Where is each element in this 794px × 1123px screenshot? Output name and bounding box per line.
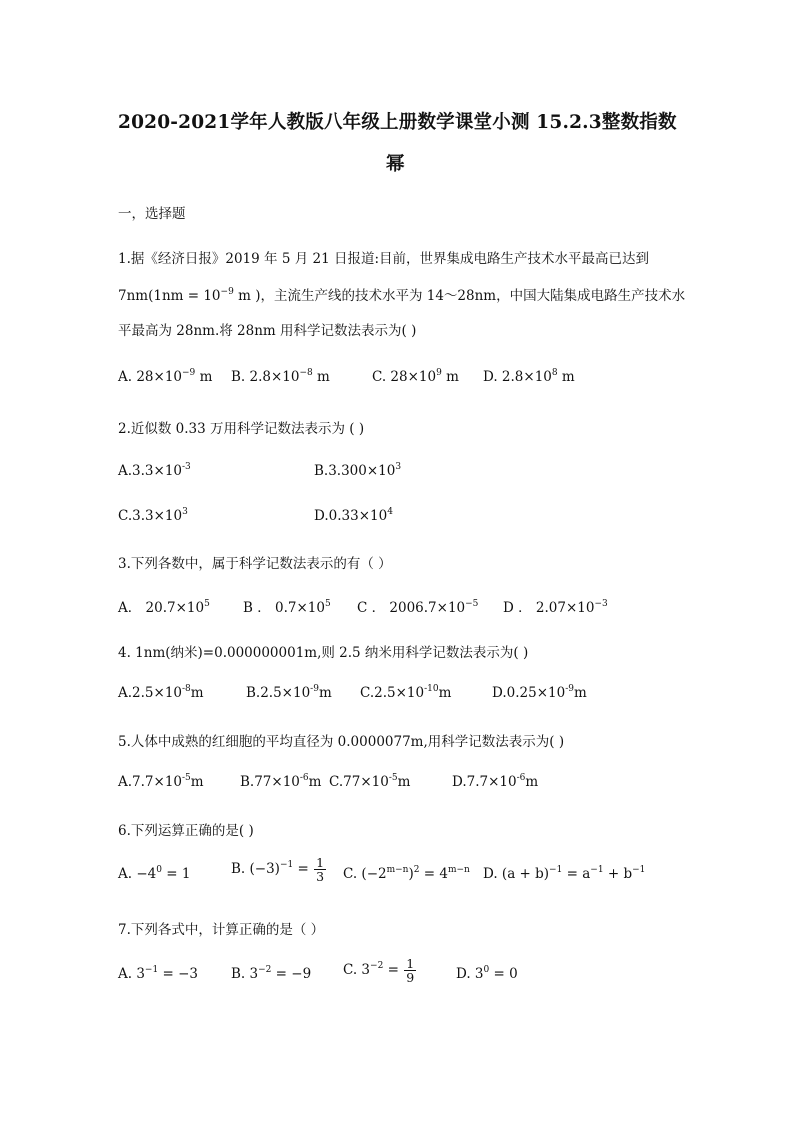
q1-option-b: B. $2.8\times 10^{-8}$ m bbox=[231, 368, 330, 385]
q4-stem: 4. 1nm(纳米)=0.000000001m,则 2.5 纳米用科学记数法表示为( ) bbox=[118, 645, 529, 661]
q1-stem-line1: 1.据《经济日报》2019 年 5 月 21 日报道:目前，世界集成电路生产技术水平最高已达到 bbox=[118, 251, 650, 267]
q4-option-c: $C.2.5\times 10^{-10}m$ bbox=[360, 684, 452, 701]
q2-option-b: $B.3.300\times 10^3$ bbox=[314, 462, 402, 479]
q3-option-b: B ． $0.7\times 10^5$ bbox=[243, 599, 331, 616]
q5-stem: 5.人体中成熟的红细胞的平均直径为 0.0000077m,用科学记数法表示为( ) bbox=[118, 734, 565, 750]
q5-option-a: $A.7.7\times 10^{-5}m$ bbox=[118, 773, 204, 790]
q7-stem: 7.下列各式中，计算正确的是（ ） bbox=[118, 922, 325, 938]
q3-option-a: A． $20.7\times 10^5$ bbox=[118, 599, 210, 616]
section-heading: 一，选择题 bbox=[118, 206, 186, 222]
q1-stem-line3: 平最高为 28nm.将 28nm 用科学记数法表示为( ) bbox=[118, 323, 417, 339]
q5-option-b: $B.77\times 10^{-6}m$ bbox=[240, 773, 322, 790]
q5-option-d: $D.7.7\times 10^{-6}m$ bbox=[452, 773, 539, 790]
q6-option-d: D. $(a + b)^{-1} = a^{-1} + b^{-1}$ bbox=[483, 865, 646, 882]
q2-stem: 2.近似数 0.33 万用科学记数法表示为 ( ) bbox=[118, 421, 365, 437]
q7-option-c-fraction: $\frac{1}{9}$ bbox=[406, 956, 415, 986]
q4-option-a: $A.2.5\times 10^{-8}m$ bbox=[118, 684, 204, 701]
q3-option-d: D ． $2.07\times 10^{-3}$ bbox=[503, 599, 608, 616]
q3-stem: 3.下列各数中，属于科学记数法表示的有（ ） bbox=[118, 556, 392, 572]
q6-option-c: C. $(-2^{m-n})^2 = 4^{m-n}$ bbox=[343, 865, 470, 882]
q4-option-d: $D.0.25\times 10^{-9}m$ bbox=[492, 684, 587, 701]
q1-option-a: A. $28\times 10^{-9}$ m bbox=[118, 368, 213, 385]
document-title-line1: 2020-2021学年人教版八年级上册数学课堂小测 15.2.3整数指数 bbox=[118, 112, 677, 133]
q3-option-c: C ． $2006.7\times 10^{-5}$ bbox=[357, 599, 479, 616]
document-title-line2: 幂 bbox=[386, 154, 405, 175]
q6-option-b-fraction: $\frac{1}{3}$ bbox=[316, 855, 325, 885]
q1-stem-line2: $7nm(1nm = 10^{-9}$ m )，主流生产线的技术水平为 14～28nm，中国大陆集成电路生产技术水 bbox=[118, 287, 686, 304]
q6-option-a: A. $-4^0 = 1$ bbox=[118, 865, 191, 882]
q5-option-c: $C.77\times 10^{-5}m$ bbox=[329, 773, 411, 790]
q2-option-d: $D.0.33\times 10^4$ bbox=[314, 507, 393, 524]
q7-option-c: C. $3^{-2}$ = $\frac{1}{9}$ bbox=[343, 956, 415, 986]
q1-option-c: C. $28\times 10^9$ m bbox=[372, 368, 459, 385]
q4-option-b: $B.2.5\times 10^{-9}m$ bbox=[246, 684, 332, 701]
q2-option-c: $C.3.3\times 10^3$ bbox=[118, 507, 188, 524]
q7-option-b: B. $3^{-2} = -9$ bbox=[231, 965, 312, 982]
q7-option-d: D. $3^0 = 0$ bbox=[456, 965, 518, 982]
q1-option-d: D. $2.8\times 10^8$ m bbox=[483, 368, 575, 385]
q6-stem: 6.下列运算正确的是( ) bbox=[118, 823, 254, 839]
q6-option-b: B. $(-3)^{-1}$ = $\frac{1}{3}$ bbox=[231, 855, 325, 885]
q7-option-a: A. $3^{-1} = -3$ bbox=[118, 965, 198, 982]
q2-option-a: $A.3.3\times 10^{-3}$ bbox=[118, 462, 191, 479]
